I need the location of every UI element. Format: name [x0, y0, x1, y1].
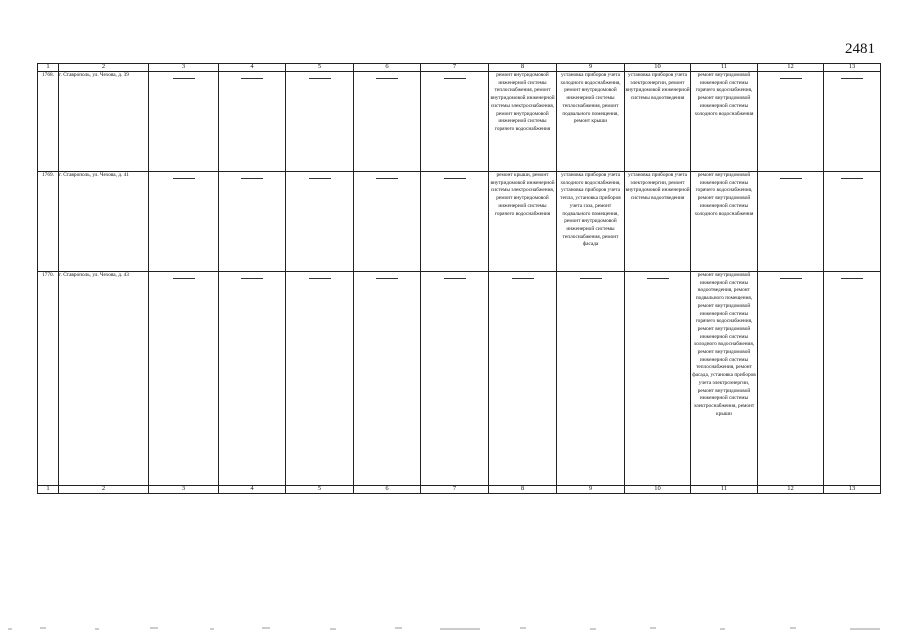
empty-dash-cell: [421, 72, 489, 172]
column-footer-11: 11: [691, 486, 758, 494]
dash-mark: [780, 278, 802, 279]
dash-mark: [241, 278, 263, 279]
scan-noise-strip: [0, 623, 905, 633]
dash-mark: [780, 78, 802, 79]
table-row: [38, 172, 881, 272]
works-col10: установка приборов учета электроэнергии, ремонт внутридомовой инженерной системы водоотведения: [625, 172, 691, 272]
empty-dash-cell: [758, 72, 824, 172]
works-col9: установка приборов учета холодного водоснабжения, ремонт внутридомовой инженерной системы теплоснабжения, ремонт подвального помещения, ремонт крыши: [557, 72, 625, 172]
page-number: 2481: [845, 41, 875, 57]
empty-dash-cell: [824, 272, 881, 486]
works-col11: ремонт внутридомовой инженерной системы горячего водоснабжения, ремонт внутридомовой инженерной системы холодного водоснабжения: [691, 72, 758, 172]
column-header-1: 1: [38, 64, 59, 72]
column-footer-13: 13: [824, 486, 881, 494]
empty-dash-cell: [824, 72, 881, 172]
column-header-6: 6: [354, 64, 421, 72]
column-header-3: 3: [149, 64, 219, 72]
empty-dash-cell: [758, 172, 824, 272]
table-row: [38, 272, 881, 486]
row-address: г. Ставрополь, ул. Чехова, д. 39: [59, 72, 149, 172]
column-footer-10: 10: [625, 486, 691, 494]
column-header-4: 4: [219, 64, 286, 72]
dash-mark: [173, 78, 195, 79]
column-footer-6: 6: [354, 486, 421, 494]
empty-dash-cell: [354, 172, 421, 272]
dash-mark: [444, 78, 466, 79]
works-col11: ремонт внутридомовой инженерной системы горячего водоснабжения, ремонт внутридомовой инженерной системы холодного водоснабжения: [691, 172, 758, 272]
dash-mark: [841, 278, 863, 279]
works-col10: установка приборов учета электроэнергии, ремонт внутридомовой инженерной системы водоотведения: [625, 72, 691, 172]
empty-dash-cell: [149, 272, 219, 486]
column-footer-4: 4: [219, 486, 286, 494]
empty-dash-cell: [149, 172, 219, 272]
column-footer-7: 7: [421, 486, 489, 494]
row-address: г. Ставрополь, ул. Чехова, д. 43: [59, 272, 149, 486]
column-footer-2: 2: [59, 486, 149, 494]
column-header-7: 7: [421, 64, 489, 72]
column-header-10: 10: [625, 64, 691, 72]
column-footer-1: 1: [38, 486, 59, 494]
empty-dash-cell: [286, 172, 354, 272]
empty-dash-cell: [286, 272, 354, 486]
column-header-2: 2: [59, 64, 149, 72]
dash-mark: [173, 278, 195, 279]
empty-dash-cell: [824, 172, 881, 272]
table-row: [38, 72, 881, 172]
empty-dash-cell: [354, 272, 421, 486]
column-footer-9: 9: [557, 486, 625, 494]
column-number-footer-row: [38, 486, 881, 494]
column-header-5: 5: [286, 64, 354, 72]
column-header-13: 13: [824, 64, 881, 72]
dash-mark: [841, 178, 863, 179]
column-header-11: 11: [691, 64, 758, 72]
dash-mark: [309, 78, 331, 79]
column-number-header-row: [38, 64, 881, 72]
dash-mark: [376, 78, 398, 79]
empty-dash-cell: [354, 72, 421, 172]
works-col9: установка приборов учета холодного водоснабжения, установка приборов учета тепла, установка приборов учета газа, ремонт подвального помещения, ремонт внутридомовой инженерной системы теплоснабжения, ремонт фасада: [557, 172, 625, 272]
row-number: 1770.: [38, 272, 59, 486]
empty-dash-cell: [219, 272, 286, 486]
dash-mark: [647, 278, 669, 279]
empty-dash-cell: [421, 272, 489, 486]
dash-mark: [580, 278, 602, 279]
empty-dash-cell: [286, 72, 354, 172]
column-footer-3: 3: [149, 486, 219, 494]
dash-mark: [444, 278, 466, 279]
empty-dash-cell: [557, 272, 625, 486]
works-col8: ремонт крыши, ремонт внутридомовой инженерной системы электроснабжения, ремонт внутридомовой инженерной системы горячего водоснабжения: [489, 172, 557, 272]
works-col11: ремонт внутридомовой инженерной системы водоотведения, ремонт подвального помещения, ремонт внутридомовой инженерной системы горячего водоснабжения, ремонт внутридомовой инженерной системы холодного водоснабжения, ремонт внутридомовой инженерной системы теплоснабжения, ремонт фасада, установка приборов учета электроэнергии, ремонт внутридомовой инженерной системы электроснабжения, ремонт крыши: [691, 272, 758, 486]
dash-mark: [173, 178, 195, 179]
dash-mark: [241, 178, 263, 179]
register-table: [37, 63, 881, 494]
dash-mark: [780, 178, 802, 179]
empty-dash-cell: [219, 72, 286, 172]
dash-mark: [376, 178, 398, 179]
column-footer-12: 12: [758, 486, 824, 494]
dash-mark: [444, 178, 466, 179]
row-number: 1768.: [38, 72, 59, 172]
works-col8: ремонт внутридомовой инженерной системы теплоснабжения, ремонт внутридомовой инженерной системы электроснабжения, ремонт внутридомовой инженерной системы горячего водоснабжения: [489, 72, 557, 172]
empty-dash-cell: [625, 272, 691, 486]
empty-dash-cell: [758, 272, 824, 486]
column-footer-8: 8: [489, 486, 557, 494]
column-header-8: 8: [489, 64, 557, 72]
empty-dash-cell: [489, 272, 557, 486]
column-header-9: 9: [557, 64, 625, 72]
row-number: 1769.: [38, 172, 59, 272]
dash-mark: [241, 78, 263, 79]
empty-dash-cell: [149, 72, 219, 172]
row-address: г. Ставрополь, ул. Чехова, д. 41: [59, 172, 149, 272]
column-footer-5: 5: [286, 486, 354, 494]
column-header-12: 12: [758, 64, 824, 72]
dash-mark: [376, 278, 398, 279]
empty-dash-cell: [219, 172, 286, 272]
dash-mark: [512, 278, 534, 279]
dash-mark: [309, 178, 331, 179]
dash-mark: [841, 78, 863, 79]
dash-mark: [309, 278, 331, 279]
empty-dash-cell: [421, 172, 489, 272]
